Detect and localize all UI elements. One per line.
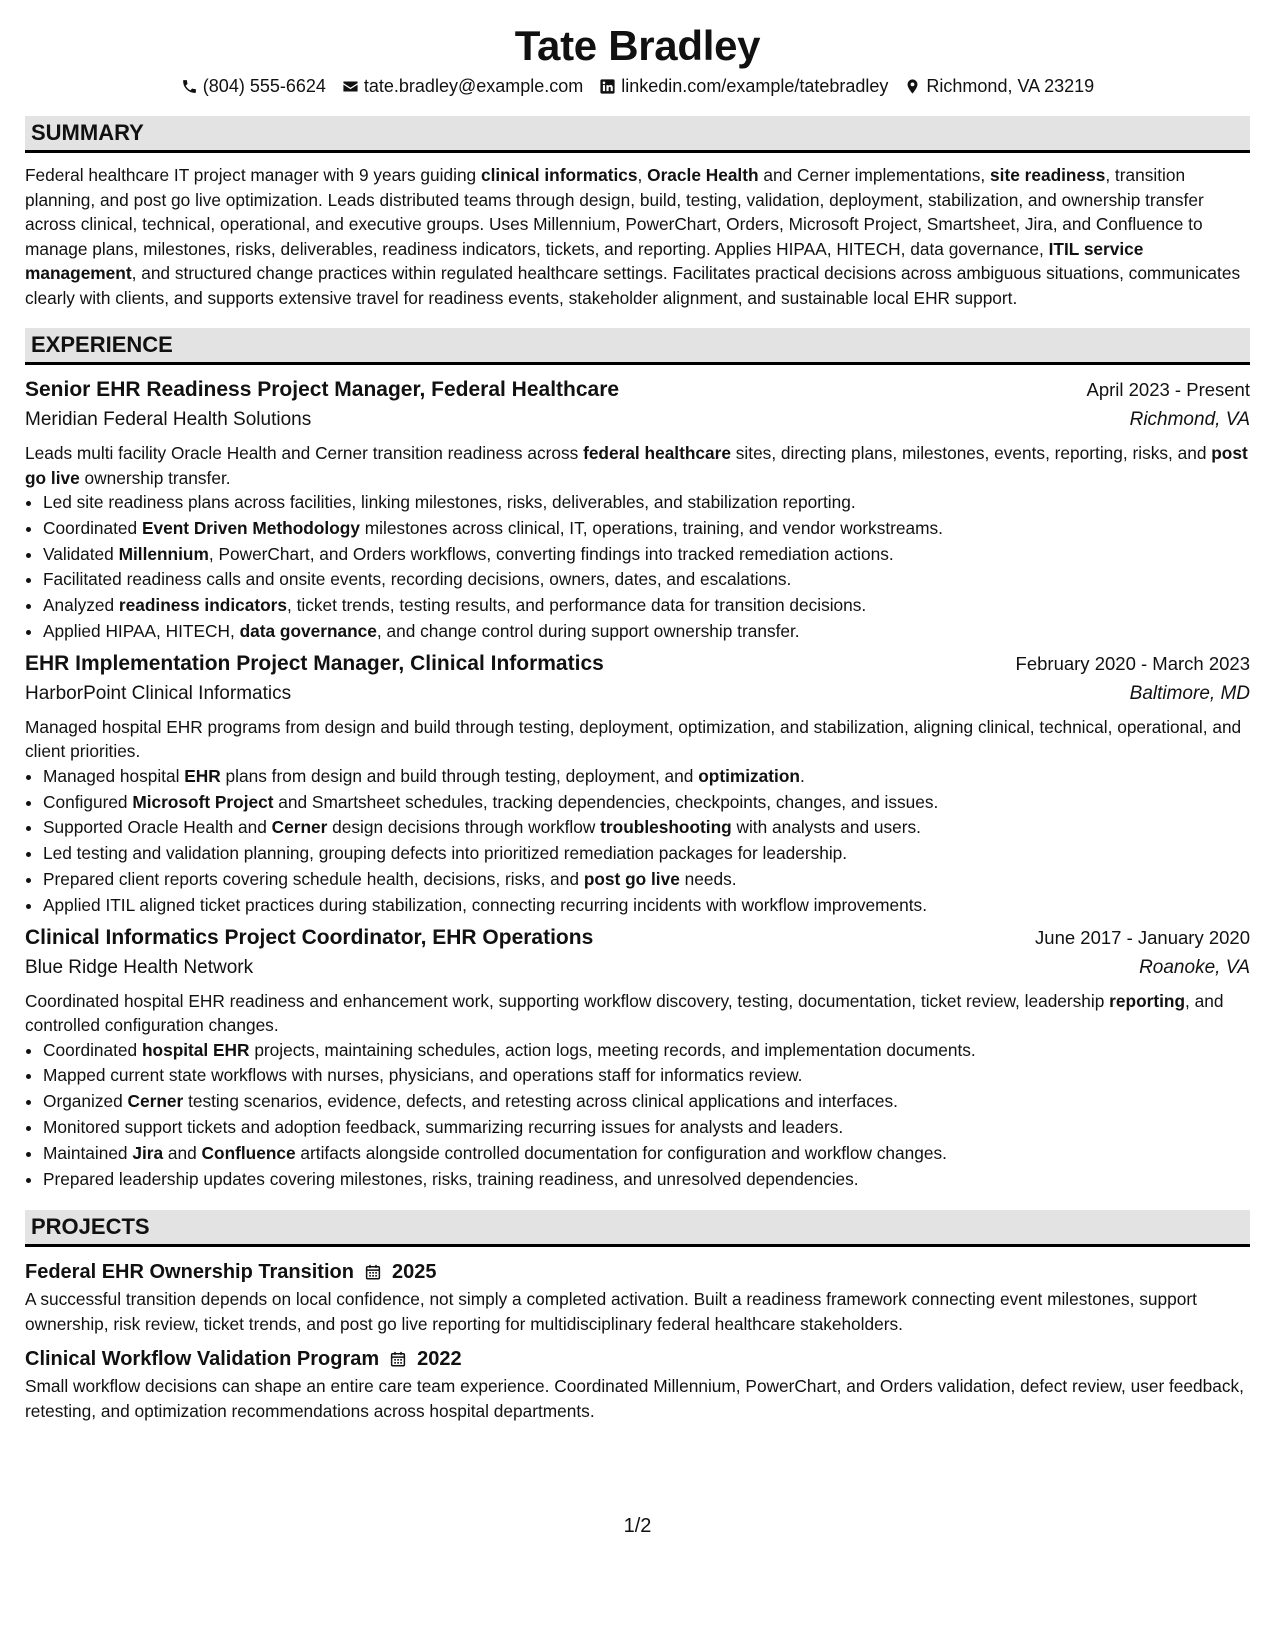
job-entry: [25, 923, 1250, 1193]
job-location: Roanoke, VA: [1139, 956, 1250, 978]
project-title: Clinical Workflow Validation Program: [25, 1348, 380, 1371]
page-number: 1/2: [623, 1515, 652, 1537]
project-description: A successful transition depends on local confidence, not simply a completed activation. Built a readiness framework connecting event milestones, support ownership, risk review, ticket trends, and post go live reporting for multidisciplinary federal healthcare stakeholders.: [25, 1289, 1197, 1334]
emphasis-text: troubleshooting: [600, 817, 732, 838]
calendar-icon: [389, 1350, 407, 1368]
job-title: Senior EHR Readiness Project Manager, Federal Healthcare: [25, 378, 620, 401]
job-bullet: • Validated Millennium, PowerChart, and Orders workflows, converting findings into tracked remediation actions.: [43, 542, 1250, 568]
projects-list: [25, 1257, 1250, 1423]
job-title: EHR Implementation Project Manager, Clinical Informatics: [25, 651, 604, 675]
projects-heading: PROJECTS: [25, 1210, 1250, 1247]
emphasis-text: Confluence: [201, 1142, 296, 1163]
job-bullets: [25, 1038, 1250, 1193]
linkedin-icon: [599, 78, 616, 95]
contact-bar: [25, 74, 1250, 98]
emphasis-text: Oracle Health: [647, 165, 759, 185]
job-bullet: • Facilitated readiness calls and onsite events, recording decisions, owners, dates, and escalations.: [43, 567, 1250, 593]
contact-linkedin[interactable]: [599, 74, 888, 98]
resume-page: [25, 20, 1250, 1431]
location-pin-icon: [904, 78, 921, 95]
job-bullets: [25, 764, 1250, 919]
emphasis-text: Event Driven Methodology: [141, 517, 360, 538]
summary-heading: SUMMARY: [25, 116, 1250, 153]
job-location: Baltimore, MD: [1129, 682, 1250, 704]
job-bullet: • Organized Cerner testing scenarios, evidence, defects, and retesting across clinical applications and interfaces.: [43, 1089, 1250, 1115]
emphasis-text: EHR: [184, 765, 221, 786]
job-bullet: • Prepared client reports covering schedule health, decisions, risks, and post go live needs.: [43, 867, 1250, 893]
envelope-icon: [342, 78, 359, 95]
contact-email-text: tate.bradley@example.com: [363, 76, 584, 96]
contact-phone[interactable]: [181, 74, 326, 98]
job-dates: June 2017 - January 2020: [1035, 926, 1250, 948]
contact-location-text: Richmond, VA 23219: [926, 76, 1095, 96]
project-entry: [25, 1344, 1250, 1423]
job-entry: [25, 375, 1250, 645]
emphasis-text: site readiness: [990, 165, 1106, 185]
emphasis-text: post go live: [25, 443, 1248, 488]
project-title: Federal EHR Ownership Transition: [25, 1261, 354, 1284]
job-bullet: • Led site readiness plans across facilities, linking milestones, risks, deliverables, and stabilization reporting.: [43, 490, 1250, 516]
job-bullet: • Managed hospital EHR plans from design and build through testing, deployment, and optimization.: [43, 764, 1250, 790]
emphasis-text: Cerner: [127, 1091, 184, 1112]
emphasis-text: federal healthcare: [583, 443, 731, 463]
job-company: Blue Ridge Health Network: [25, 956, 254, 978]
calendar-icon: [364, 1263, 382, 1281]
emphasis-text: Cerner: [271, 817, 328, 838]
job-bullet: • Coordinated Event Driven Methodology milestones across clinical, IT, operations, training, and vendor workstreams.: [43, 516, 1250, 542]
job-entry: [25, 649, 1250, 919]
emphasis-text: optimization: [698, 765, 800, 786]
emphasis-text: data governance: [239, 620, 377, 641]
candidate-name: Tate Bradley: [514, 22, 761, 69]
job-bullet: • Prepared leadership updates covering milestones, risks, training readiness, and unresolved dependencies.: [43, 1167, 1250, 1193]
job-dates: February 2020 - March 2023: [1015, 652, 1250, 674]
job-bullet: • Led testing and validation planning, grouping defects into prioritized remediation packages for leadership.: [43, 841, 1250, 867]
emphasis-text: Jira: [132, 1142, 164, 1163]
emphasis-text: reporting: [1109, 990, 1186, 1011]
experience-list: [25, 375, 1250, 1192]
job-bullet: • Supported Oracle Health and Cerner design decisions through workflow troubleshooting with analysts and users.: [43, 815, 1250, 841]
job-bullet: • Maintained Jira and Confluence artifacts alongside controlled documentation for configuration and workflow changes.: [43, 1141, 1250, 1167]
job-summary: Managed hospital EHR programs from design and build through testing, deployment, optimization, and stabilization, aligning clinical, technical, operational, and client priorities.: [25, 716, 1242, 762]
job-bullet: • Applied HIPAA, HITECH, data governance, and change control during support ownership transfer.: [43, 619, 1250, 645]
project-description: Small workflow decisions can shape an entire care team experience. Coordinated Millennium, PowerChart, and Orders validation, defect review, user feedback, retesting, and optimization recommendations across hospital departments.: [25, 1376, 1244, 1421]
emphasis-text: readiness indicators: [118, 595, 287, 616]
emphasis-text: Millennium: [118, 543, 209, 564]
emphasis-text: post go live: [583, 868, 680, 889]
contact-email[interactable]: [342, 74, 583, 98]
contact-linkedin-text: linkedin.com/example/tatebradley: [621, 76, 889, 96]
job-bullet: • Applied ITIL aligned ticket practices during stabilization, connecting recurring incidents with workflow improvements.: [43, 893, 1250, 919]
emphasis-text: ITIL service management: [25, 238, 1144, 283]
job-bullets: [25, 490, 1250, 645]
phone-icon: [181, 78, 198, 95]
summary-paragraph: Federal healthcare IT project manager with 9 years guiding clinical informatics, Oracle Health and Cerner implementations, site readiness, transition planning, and post go live optimization. Leads distributed teams through design, build, testing, validation, deployment, stabilization, and ownership transfer across clinical, technical, operational, and executive groups. Uses Millennium, PowerChart, Orders, Microsoft Project, Smartsheet, Jira, and Confluence to manage plans, milestones, risks, deliverables, readiness indicators, tickets, and reporting. Applies HIPAA, HITECH, data governance, ITIL service management, and structured change practices within regulated healthcare settings. Facilitates practical decisions across ambiguous situations, communicates clearly with clients, and supports extensive travel for readiness events, stakeholder alignment, and sustainable local EHR support.: [25, 165, 1241, 308]
emphasis-text: Microsoft Project: [132, 791, 274, 812]
job-company: HarborPoint Clinical Informatics: [25, 682, 292, 704]
job-summary: Coordinated hospital EHR readiness and enhancement work, supporting workflow discovery, testing, documentation, ticket review, leadership reporting, and controlled configuration changes.: [25, 990, 1224, 1036]
contact-location: [904, 74, 1094, 98]
job-summary: Leads multi facility Oracle Health and Cerner transition readiness across federal healthcare sites, directing plans, milestones, events, reporting, risks, and post go live ownership transfer.: [25, 443, 1248, 488]
job-bullet: • Analyzed readiness indicators, ticket trends, testing results, and performance data for transition decisions.: [43, 593, 1250, 619]
emphasis-text: hospital EHR: [141, 1039, 250, 1060]
contact-phone-text: (804) 555-6624: [202, 76, 326, 96]
job-bullet: • Mapped current state workflows with nurses, physicians, and operations staff for informatics review.: [43, 1063, 1250, 1089]
job-bullet: • Monitored support tickets and adoption feedback, summarizing recurring issues for analysts and leaders.: [43, 1115, 1250, 1141]
job-company: Meridian Federal Health Solutions: [25, 409, 312, 430]
job-location: Richmond, VA: [1129, 409, 1250, 430]
job-bullet: • Coordinated hospital EHR projects, maintaining schedules, action logs, meeting records, and implementation documents.: [43, 1038, 1250, 1064]
experience-heading: EXPERIENCE: [25, 328, 1250, 365]
job-title: Clinical Informatics Project Coordinator, EHR Operations: [25, 925, 594, 949]
job-dates: April 2023 - Present: [1086, 379, 1250, 400]
project-year: 2022: [417, 1348, 462, 1371]
project-entry: [25, 1257, 1250, 1336]
job-bullet: • Configured Microsoft Project and Smartsheet schedules, tracking dependencies, checkpoints, changes, and issues.: [43, 790, 1250, 816]
emphasis-text: clinical informatics: [480, 165, 638, 185]
project-year: 2025: [391, 1261, 437, 1284]
